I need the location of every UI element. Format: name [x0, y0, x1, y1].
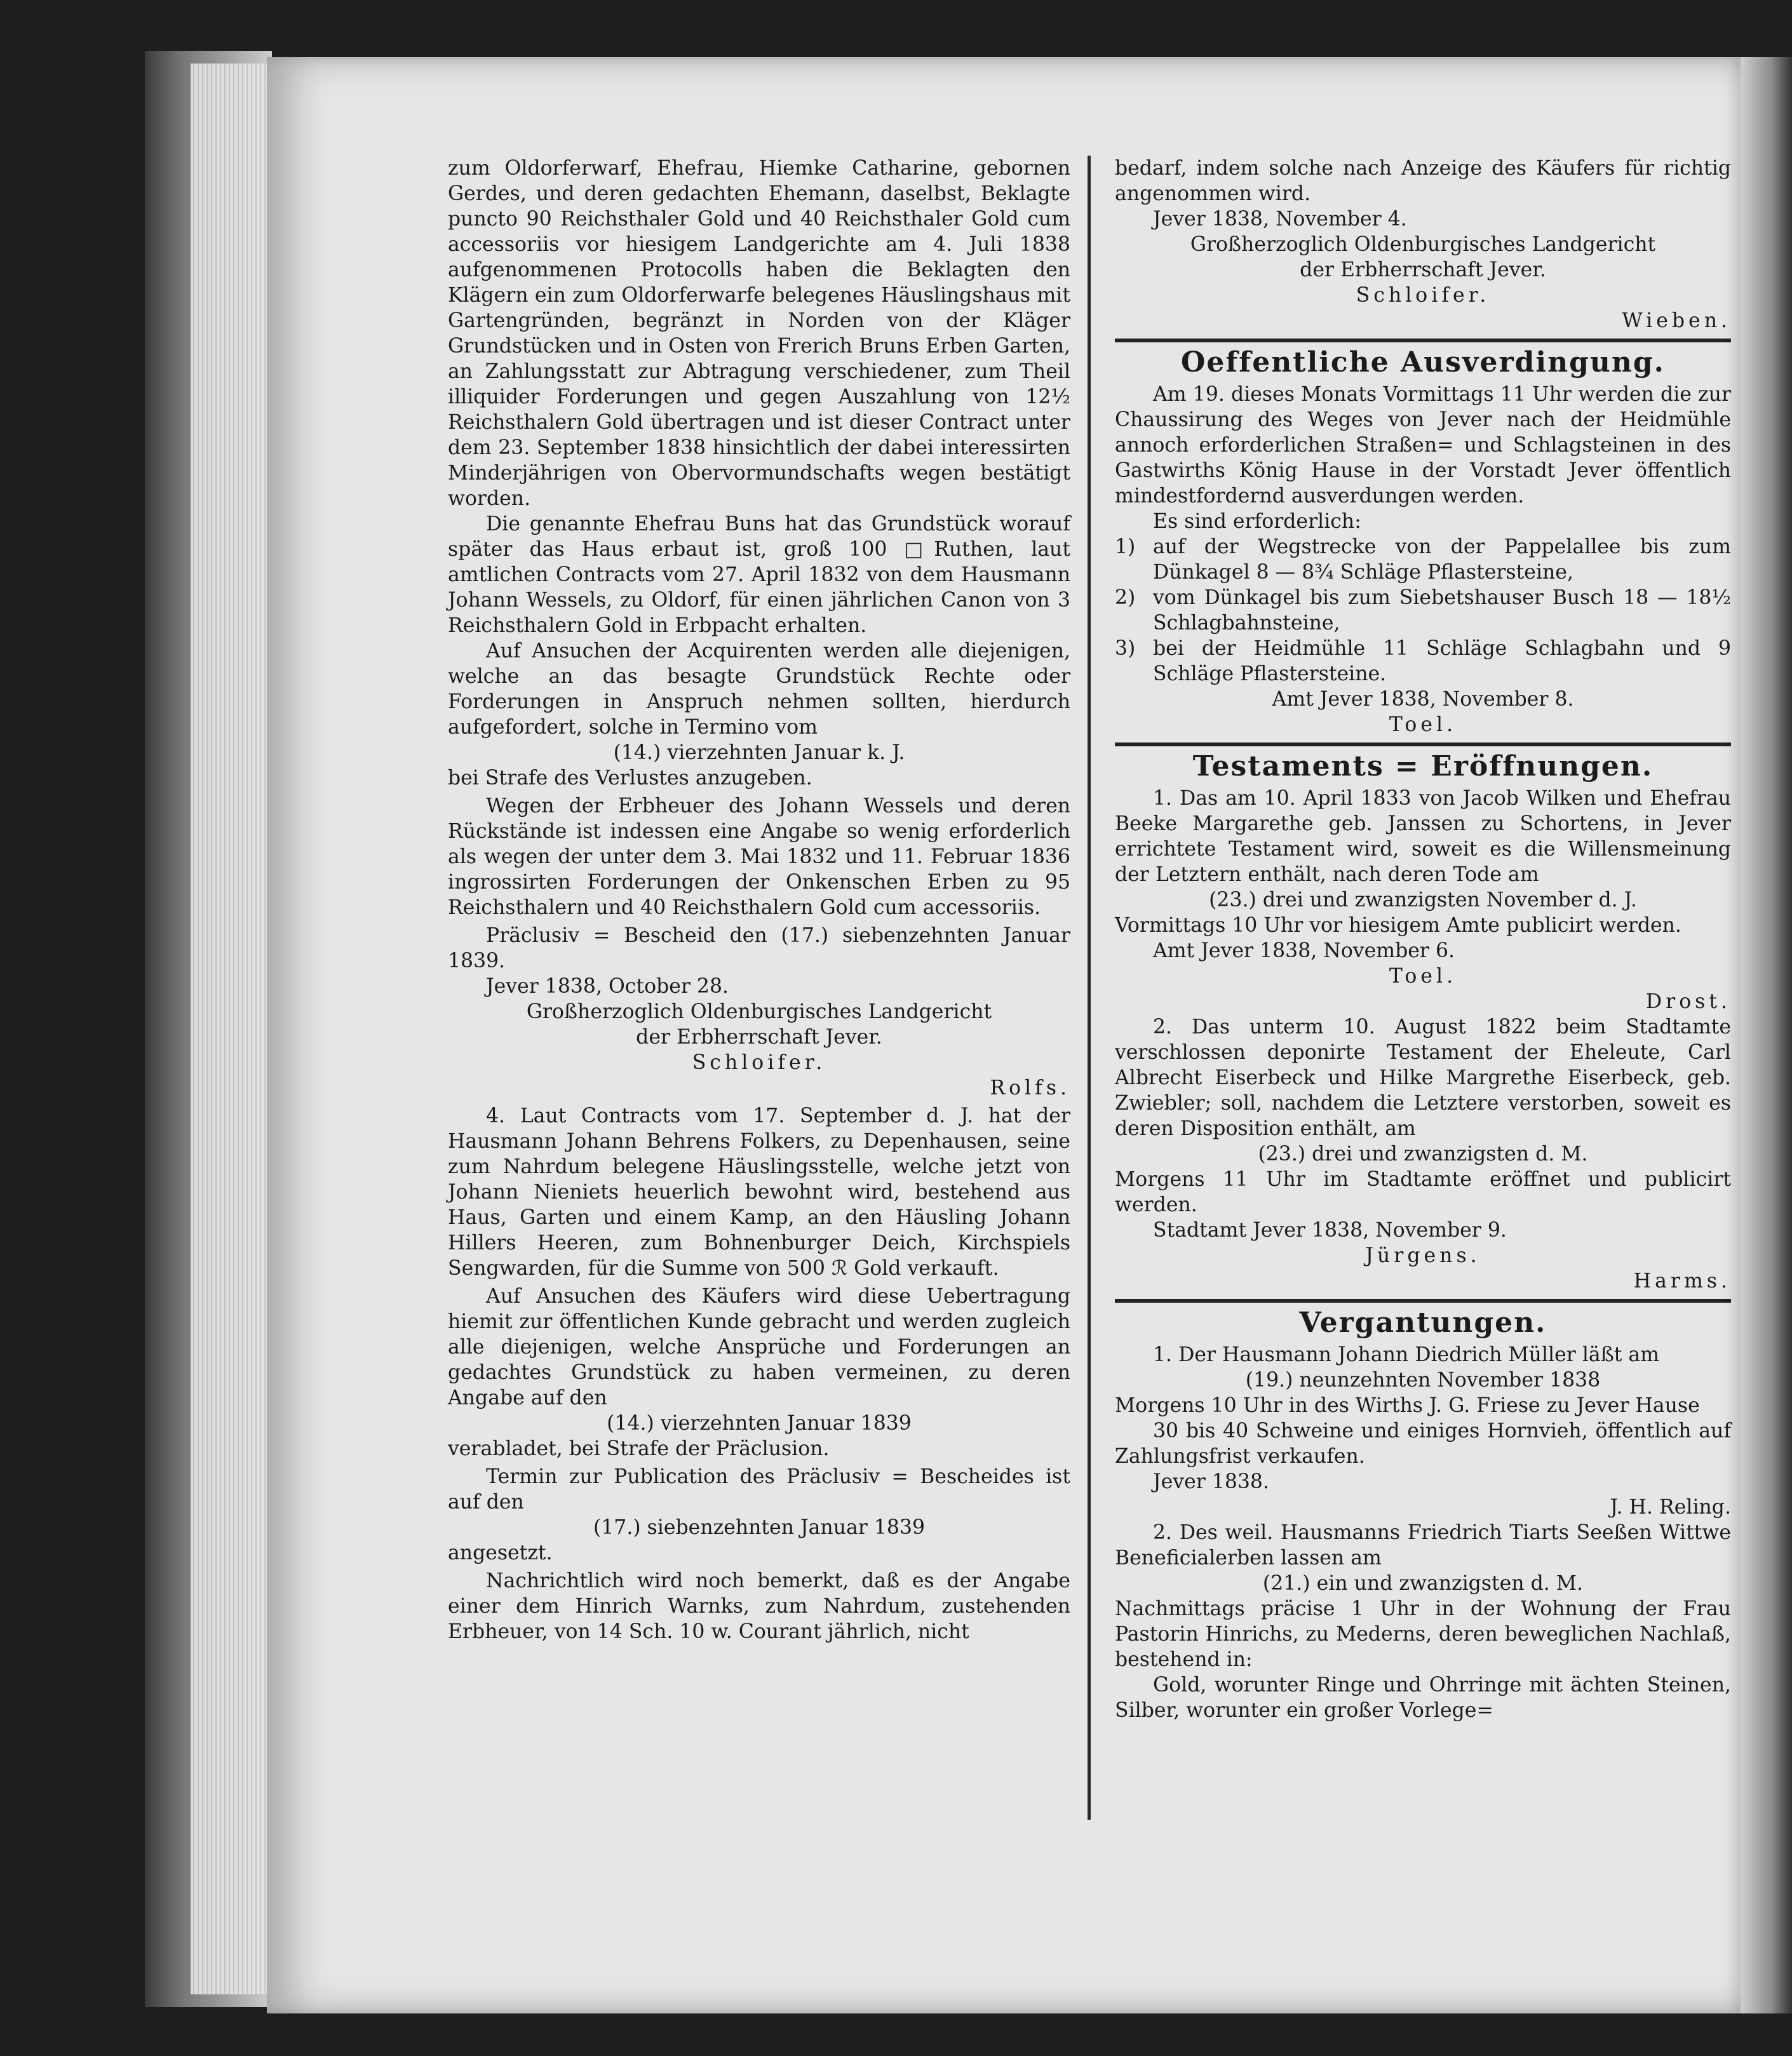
list-item-text: auf der Wegstrecke von der Pappelallee bis zum Dünkagel 8 — 8¾ Schläge Pflastersteine, — [1153, 535, 1731, 584]
left-paragraph-8: Termin zur Publication des Präclusiv = Bescheides ist auf den — [448, 1465, 1070, 1514]
section-2-date-2: (23.) drei und zwanzigsten d. M. — [1258, 1143, 1588, 1166]
section-3-place-date-1: Jever 1838. — [1153, 1470, 1269, 1493]
right-column — [1115, 156, 1731, 1723]
left-paragraph-7-end: verabladet, bei Strafe der Präclusion. — [448, 1437, 830, 1460]
list-item-number: 2) — [1115, 586, 1136, 609]
section-1-paragraph: Am 19. dieses Monats Vormittags 11 Uhr werden die zur Chaussirung des Weges von Jever nach der Heidmühle annoch erforderlichen Straßen= und Schlagsteinen in des Gastwirths König Hause in der Vorstadt Jever öffentlich mindestfordernd ausverdungen werden. — [1115, 383, 1731, 507]
left-date-3: (17.) siebenzehnten Januar 1839 — [593, 1516, 926, 1539]
section-3-paragraph-2c: Gold, worunter Ringe und Ohrringe mit ächten Steinen, Silber, worunter ein großer Vorlege= — [1115, 1674, 1731, 1722]
section-rule-3 — [1115, 1299, 1731, 1303]
right-signature-1: Schloifer. — [1356, 284, 1490, 307]
left-paragraph-3: Auf Ansuchen der Acquirenten werden alle diejenigen, welche an das besagte Grundstück Rechte oder Forderungen in Anspruch nehmen sollten, hierdurch aufgefordert, solche in Termino vom — [448, 640, 1070, 739]
list-item-number: 1) — [1115, 535, 1136, 558]
section-1-requirements-label: Es sind erforderlich: — [1153, 510, 1361, 533]
section-2-place-date-1: Amt Jever 1838, November 6. — [1153, 939, 1455, 962]
left-signature-2: Rolfs. — [990, 1077, 1070, 1099]
list-item-text: bei der Heidmühle 11 Schläge Schlagbahn und 9 Schläge Pflastersteine. — [1153, 637, 1731, 685]
right-place-date-1: Jever 1838, November 4. — [1153, 208, 1407, 231]
section-2-signature-1: Toel. — [1389, 965, 1457, 988]
left-column — [448, 156, 1070, 1644]
left-paragraph-5: Präclusiv = Bescheid den (17.) siebenzehnten Januar 1839. — [448, 924, 1070, 972]
left-paragraph-9: Nachrichtlich wird noch bemerkt, daß es der Angabe einer dem Hinrich Warnks, zum Nahrdum, zustehenden Erbheuer, von 14 Sch. 10 w. Courant jährlich, nicht — [448, 1569, 1070, 1643]
section-2-place-date-2: Stadtamt Jever 1838, November 9. — [1153, 1219, 1507, 1242]
section-3-date-1: (19.) neunzehnten November 1838 — [1245, 1369, 1601, 1392]
list-item-text: vom Dünkagel bis zum Siebetshauser Busch 18 — 18½ Schlagbahnsteine, — [1153, 586, 1731, 635]
section-2-paragraph-1-end: Vormittags 10 Uhr vor hiesigem Amte publicirt werden. — [1115, 914, 1681, 937]
section-3-paragraph-2b: Nachmittags präcise 1 Uhr in der Wohnung der Frau Pastorin Hinrichs, zu Mederns, deren beweglichen Nachlaß, bestehend in: — [1115, 1597, 1731, 1671]
right-court-line-1: Großherzoglich Oldenburgisches Landgericht — [1190, 233, 1656, 256]
section-1-place-date: Amt Jever 1838, November 8. — [1272, 688, 1574, 711]
section-3-paragraph-2: 2. Des weil. Hausmanns Friedrich Tiarts Seeßen Wittwe Beneficialerben lassen am — [1115, 1521, 1731, 1569]
left-date-2: (14.) vierzehnten Januar 1839 — [607, 1412, 912, 1435]
page-right-edge — [1741, 57, 1792, 2013]
section-2-signature-4: Harms. — [1633, 1270, 1731, 1293]
left-signature-1: Schloifer. — [692, 1051, 826, 1074]
list-item — [1115, 585, 1731, 636]
section-2-paragraph-2-end: Morgens 11 Uhr im Stadtamte eröffnet und publicirt werden. — [1115, 1168, 1731, 1216]
right-court-line-2: der Erbherrschaft Jever. — [1300, 259, 1546, 281]
section-rule-2 — [1115, 742, 1731, 746]
section-2-signature-2: Drost. — [1645, 990, 1731, 1013]
section-title-testaments: Testaments = Eröffnungen. — [1192, 750, 1654, 783]
left-paragraph-1: zum Oldorferwarf, Ehefrau, Hiemke Catharine, gebornen Gerdes, und deren gedachten Ehemann, daselbst, Beklagte puncto 90 Reichsthaler Gold und 40 Reichsthaler Gold cum accessoriis vor hiesigem Landgerichte am 4. Juli 1838 aufgenommenen Protocolls haben die Beklagten den Klägern ein zum Oldorferwarfe belegenes Häuslingshaus mit Gartengründen, begränzt in Norden von der Kläger Grundstücken und in Osten von Frerich Bruns Erben Garten, an Zahlungsstatt zur Abtragung verschiedener, zum Theil illiquider Forderungen und gegen Auszahlung von 12½ Reichsthalern Gold übertragen und ist dieser Contract unter dem 23. September 1838 hinsichtlich der dabei interessirten Minderjährigen von Obervormundschafts wegen bestätigt worden. — [448, 157, 1070, 510]
left-paragraph-4: Wegen der Erbheuer des Johann Wessels und deren Rückstände ist indessen eine Angabe so wenig erforderlich als wegen der unter dem 3. Mai 1832 und 11. Februar 1836 ingrossirten Forderungen der Onkenschen Erben zu 95 Reichsthalern und 40 Reichsthalern Gold cum accessoriis. — [448, 795, 1070, 919]
page-edges — [191, 64, 280, 1994]
section-3-date-2: (21.) ein und zwanzigsten d. M. — [1262, 1572, 1584, 1595]
section-title-ausverdingung: Oeffentliche Ausverdingung. — [1181, 346, 1665, 379]
left-paragraph-6: 4. Laut Contracts vom 17. September d. J. hat der Hausmann Johann Behrens Folkers, zu Depenhausen, seine zum Nahrdum belegene Häuslingsstelle, welche jetzt von Johann Nieniets heuerlich bewohnt wird, bestehend aus Haus, Garten und einem Kamp, an den Häusling Johann Hillers Heeren, zum Bohnenburger Deich, Kirchspiels Sengwarden, für die Summe von 500 ℛ Gold verkauft. — [448, 1105, 1070, 1280]
section-2-signature-3: Jürgens. — [1365, 1244, 1481, 1267]
left-paragraph-2: Die genannte Ehefrau Buns hat das Grundstück worauf später das Haus erbaut ist, groß 100 □Ruthen, laut amtlichen Contracts vom 27. April 1832 von dem Hausmann Johann Wessels, zu Oldorf, für einen jährlichen Canon von 3 Reichsthalern Gold in Erbpacht erhalten. — [448, 513, 1070, 637]
left-paragraph-7: Auf Ansuchen des Käufers wird diese Uebertragung hiemit zur öffentlichen Kunde gebracht und werden zugleich alle diejenigen, welche Ansprüche und Forderungen an gedachtes Grundstück zu haben vermeinen, zu deren Angabe auf den — [448, 1285, 1070, 1409]
section-2-date-1: (23.) drei und zwanzigsten November d. J. — [1209, 889, 1637, 911]
left-court-line-1: Großherzoglich Oldenburgisches Landgericht — [526, 1000, 992, 1023]
section-rule-1 — [1115, 339, 1731, 342]
right-signature-2: Wieben. — [1622, 309, 1731, 332]
section-2-paragraph-2: 2. Das unterm 10. August 1822 beim Stadtamte verschlossen deponirte Testament der Eheleute, Carl Albrecht Eiserbeck und Hilke Margrethe Eiserbeck, geb. Zwiebler; soll, nachdem die Letztere verstorben, soweit es deren Disposition enthält, am — [1115, 1016, 1731, 1140]
column-divider — [1088, 156, 1091, 1820]
left-place-date-1: Jever 1838, October 28. — [486, 975, 729, 998]
section-title-vergantungen: Vergantungen. — [1299, 1307, 1547, 1339]
list-item-number: 3) — [1115, 637, 1136, 660]
left-court-line-2: der Erbherrschaft Jever. — [636, 1026, 882, 1049]
left-date-1: (14.) vierzehnten Januar k. J. — [613, 741, 905, 764]
list-item — [1115, 534, 1731, 585]
section-2-paragraph-1: 1. Das am 10. April 1833 von Jacob Wilken und Ehefrau Beeke Margarethe geb. Janssen zu Schortens, in Jever errichtete Testament wird, soweit es die Willensmeinung der Letztern enthält, nach deren Tode am — [1115, 787, 1731, 886]
section-3-paragraph-1b: Morgens 10 Uhr in des Wirths J. G. Friese zu Jever Hause — [1115, 1394, 1700, 1417]
section-3-signature-1: J. H. Reling. — [1610, 1496, 1731, 1519]
left-paragraph-8-end: angesetzt. — [448, 1542, 553, 1564]
section-3-paragraph-1: 1. Der Hausmann Johann Diedrich Müller läßt am — [1153, 1343, 1660, 1366]
section-3-paragraph-1c: 30 bis 40 Schweine und einiges Hornvieh, öffentlich auf Zahlungsfrist verkaufen. — [1115, 1420, 1731, 1468]
list-item — [1115, 636, 1731, 687]
right-paragraph-1: bedarf, indem solche nach Anzeige des Käufers für richtig angenommen wird. — [1115, 157, 1731, 205]
left-paragraph-3-end: bei Strafe des Verlustes anzugeben. — [448, 767, 812, 789]
section-1-signature: Toel. — [1389, 713, 1457, 736]
